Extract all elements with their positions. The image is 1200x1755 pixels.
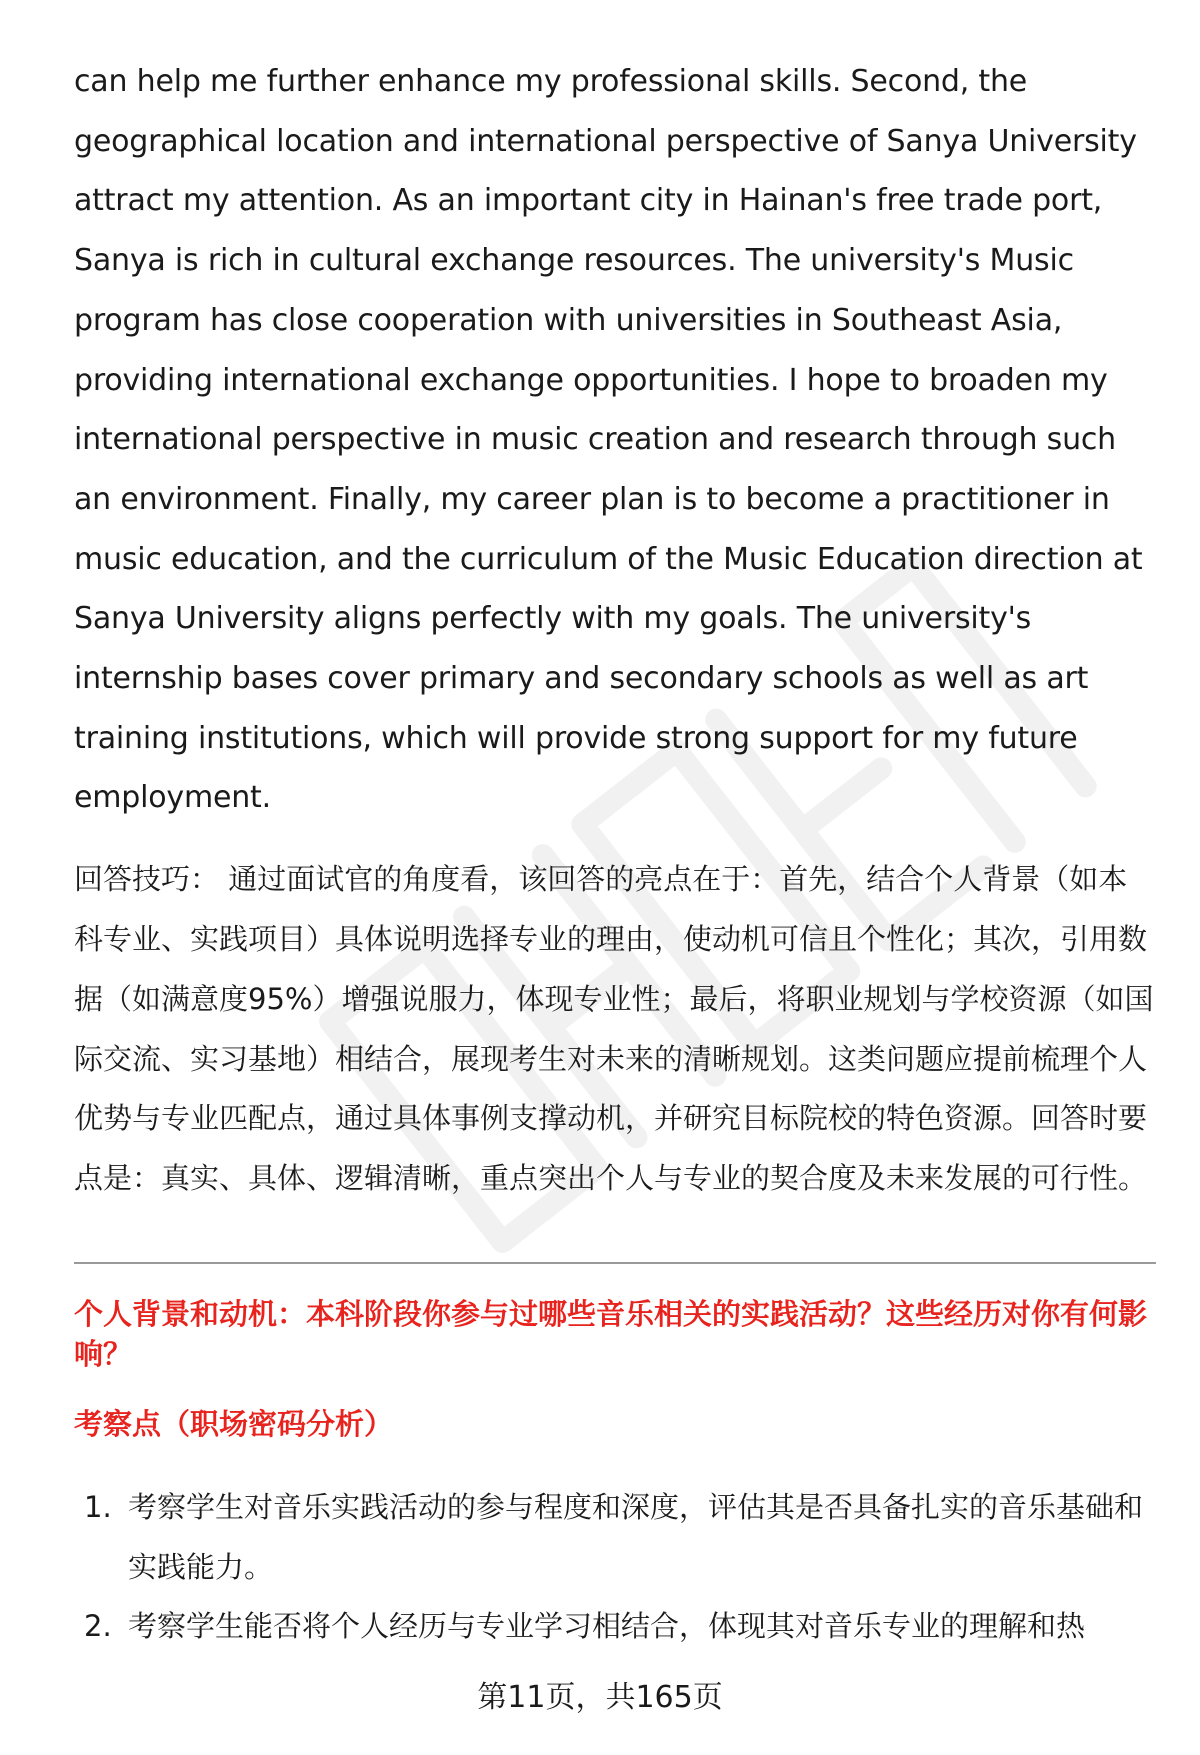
list-item-text: 考察学生对音乐实践活动的参与程度和深度，评估其是否具备扎实的音乐基础和实践能力。 <box>128 1490 1144 1584</box>
list-item-number: 1. <box>84 1490 112 1524</box>
list-item-number: 2. <box>84 1609 112 1643</box>
list-item <box>74 1478 1156 1597</box>
question-heading: 个人背景和动机：本科阶段你参与过哪些音乐相关的实践活动？这些经历对你有何影响？ <box>74 1297 1148 1371</box>
answer-tip-paragraph: 回答技巧： 通过面试官的角度看，该回答的亮点在于：首先，结合个人背景（如本科专业、实践项目）具体说明选择专业的理由，使动机可信且个性化；其次，引用数据（如满意度95%）增强说服力，体现专业性；最后，将职业规划与学校资源（如国际交流、实习基地）相结合，展现考生对未来的清晰规划。这类问题应提前梳理个人优势与专业匹配点，通过具体事例支撑动机，并研究目标院校的特色资源。回答时要点是：真实、具体、逻辑清晰，重点突出个人与专业的契合度及未来发展的可行性。 <box>74 862 1154 1196</box>
assessment-points-list <box>74 1478 1156 1657</box>
page-content <box>74 52 1156 1209</box>
section-divider <box>74 1262 1156 1264</box>
list-item <box>74 1597 1156 1657</box>
english-answer-paragraph: can help me further enhance my professional skills. Second, the geographical location and international perspective of Sanya University attract my attention. As an important city in Hainan's free trade port, Sanya is rich in cultural exchange resources. The university's Music program has close cooperation with universities in Southeast Asia, providing international exchange opportunities. I hope to broaden my international perspective in music creation and research through such an environment. Finally, my career plan is to become a practitioner in music education, and the curriculum of the Music Education direction at Sanya University aligns perfectly with my goals. The university's internship bases cover primary and secondary schools as well as art training institutions, which will provide strong support for my future employment. <box>74 64 1143 816</box>
list-item-text: 考察学生能否将个人经历与专业学习相结合，体现其对音乐专业的理解和热 <box>128 1609 1086 1643</box>
page-number-footer: 第11页，共165页 <box>477 1680 723 1715</box>
assessment-points-heading: 考察点（职场密码分析） <box>74 1407 394 1441</box>
